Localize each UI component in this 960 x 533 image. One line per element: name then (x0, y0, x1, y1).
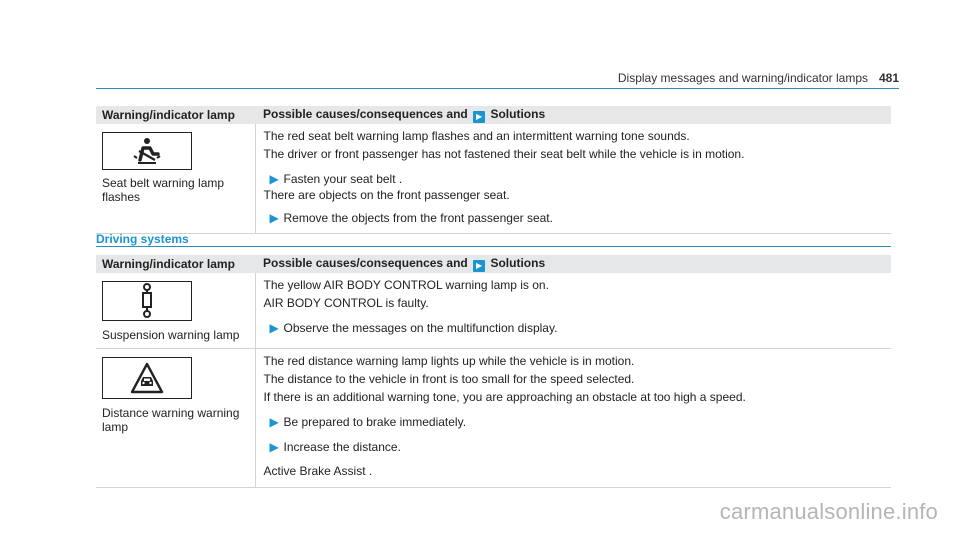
table-row (96, 124, 891, 234)
cause-text: There are objects on the front passenger seat. (263, 188, 510, 202)
solution-arrow-icon: ▶ (473, 111, 485, 123)
cause-text: The red distance warning lamp lights up while the vehicle is in motion. (263, 354, 635, 368)
table-row (96, 273, 891, 349)
col-header-solutions-label: Solutions (490, 107, 546, 121)
solution-item (264, 210, 884, 227)
causes-cell (255, 273, 891, 349)
header-title: Display messages and warning/indicator lamps (617, 71, 868, 85)
section-title: Driving systems (96, 232, 189, 246)
solution-text: Observe the messages on the multifunction display. (283, 321, 558, 335)
causes-cell (255, 349, 891, 488)
col-header-causes (255, 255, 891, 273)
lamp-cell (96, 349, 255, 488)
col-header-causes (255, 106, 891, 124)
suspension-icon (102, 281, 192, 321)
col-header-solutions-label: Solutions (490, 256, 546, 270)
cause-text: The red seat belt warning lamp flashes and an intermittent warning tone sounds. (263, 129, 690, 143)
cause-text: AIR BODY CONTROL is faulty. (263, 296, 429, 310)
seat-belt-icon (102, 132, 192, 170)
solution-arrow-icon: ▶ (269, 172, 279, 186)
table-row (96, 349, 891, 488)
lamp-cell (96, 124, 255, 234)
cause-text: Active Brake Assist . (263, 464, 373, 478)
solution-text: Fasten your seat belt . (283, 172, 403, 186)
col-header-lamp: Warning/indicator lamp (96, 255, 255, 273)
driving-systems-table (96, 255, 891, 488)
table-header-row (96, 255, 891, 273)
table-header-row (96, 106, 891, 124)
solution-item (264, 439, 884, 456)
solution-text: Increase the distance. (283, 440, 401, 454)
solution-text: Be prepared to brake immediately. (283, 415, 467, 429)
distance-warning-icon (102, 357, 192, 399)
header-divider (96, 88, 899, 89)
lamp-cell (96, 273, 255, 349)
col-header-causes-label: Possible causes/consequences and (263, 256, 468, 270)
solution-item (264, 320, 884, 337)
cause-text: The yellow AIR BODY CONTROL warning lamp is on. (263, 278, 549, 292)
page-number: 481 (878, 71, 899, 85)
cause-text: If there is an additional warning tone, you are approaching an obstacle at too high a speed. (263, 390, 746, 404)
col-header-lamp: Warning/indicator lamp (96, 106, 255, 124)
lamp-label-seatbelt: Seat belt warning lamp flashes (102, 176, 225, 204)
solution-item (264, 171, 884, 188)
lamp-label-distance: Distance warning warning lamp (102, 406, 240, 434)
cause-text: The distance to the vehicle in front is too small for the speed selected. (263, 372, 635, 386)
lamp-label-suspension: Suspension warning lamp (102, 328, 240, 342)
cause-text: The driver or front passenger has not fastened their seat belt while the vehicle is in motion. (263, 147, 745, 161)
solution-arrow-icon: ▶ (473, 260, 485, 272)
solution-arrow-icon: ▶ (269, 211, 279, 225)
solution-arrow-icon: ▶ (269, 321, 279, 335)
solution-item (264, 414, 884, 431)
solution-arrow-icon: ▶ (269, 415, 279, 429)
section-divider (96, 246, 891, 247)
causes-cell (255, 124, 891, 234)
seatbelt-table (96, 106, 891, 234)
solution-arrow-icon: ▶ (269, 440, 279, 454)
watermark: carmanualsonline.info (719, 499, 938, 524)
solution-text: Remove the objects from the front passenger seat. (283, 211, 553, 225)
col-header-causes-label: Possible causes/consequences and (263, 107, 468, 121)
